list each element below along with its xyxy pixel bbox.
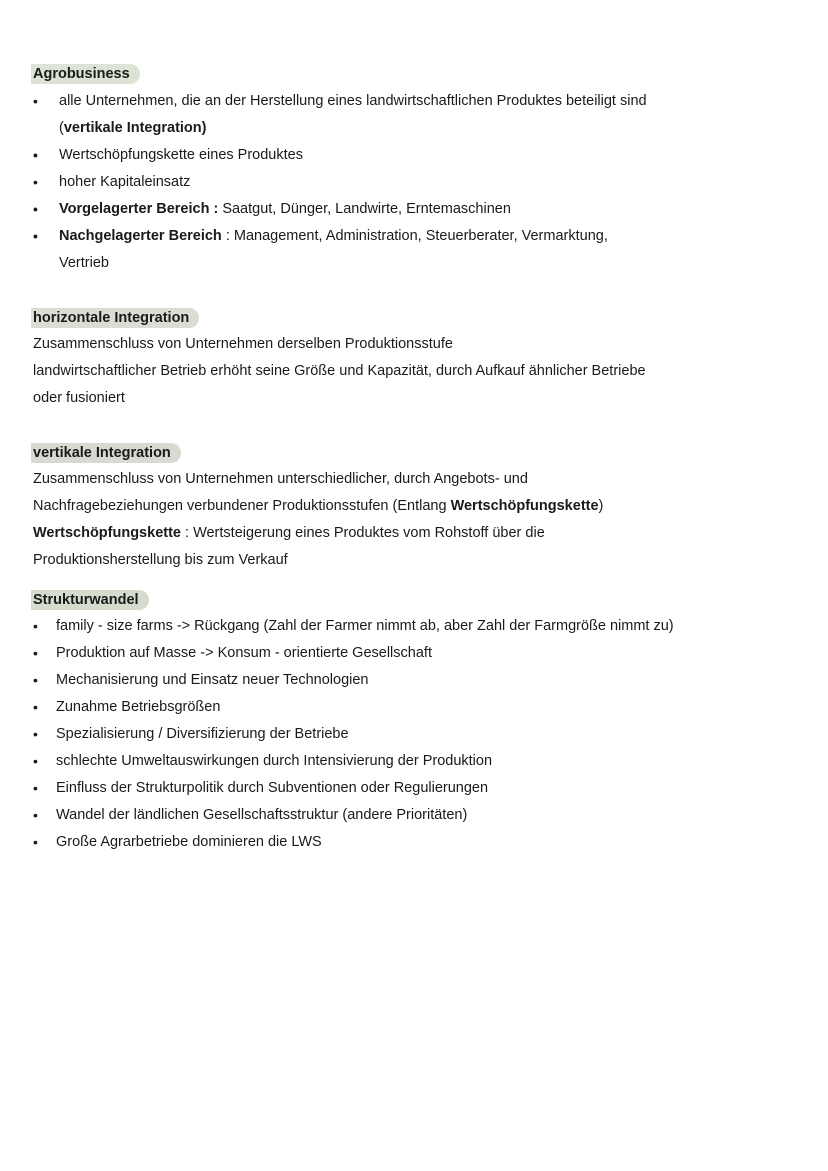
bullet: • — [33, 807, 38, 823]
bullet: • — [33, 201, 38, 217]
heading-horizontal-integration: horizontale Integration — [31, 308, 199, 328]
paragraph-line: Zusammenschluss von Unternehmen unterschiedlicher, durch Angebots- und — [33, 471, 528, 487]
bullet: • — [33, 699, 38, 715]
line-text: ) — [598, 498, 604, 514]
bullet: • — [33, 834, 38, 850]
list-item — [33, 667, 788, 694]
item-rest: : Management, Administration, Steuerberater, Vermarktung, — [221, 228, 608, 244]
paragraph-line — [33, 520, 788, 547]
list-item-text: Wandel der ländlichen Gesellschaftsstruktur (andere Prioritäten) — [56, 807, 468, 823]
bullet: • — [33, 147, 38, 163]
heading-vertical-integration: vertikale Integration — [31, 443, 181, 463]
section-strukturwandel — [33, 590, 788, 856]
list-item-text: hoher Kapitaleinsatz — [59, 174, 191, 190]
horizontal-text — [33, 331, 788, 412]
list-item — [33, 88, 788, 142]
section-vertical-integration — [33, 443, 788, 574]
list-item — [33, 640, 788, 667]
agrobusiness-list — [33, 88, 788, 277]
bullet: • — [33, 672, 38, 688]
list-item — [33, 142, 788, 169]
list-item-text: Spezialisierung / Diversifizierung der Betriebe — [56, 726, 349, 742]
list-item — [33, 613, 788, 640]
paragraph-line — [33, 493, 788, 520]
list-item — [33, 802, 788, 829]
list-item — [33, 775, 788, 802]
bullet: • — [33, 726, 38, 742]
list-item-continuation — [59, 115, 788, 142]
list-item-text — [59, 223, 788, 250]
paragraph-line: oder fusioniert — [33, 390, 125, 406]
list-item — [33, 169, 788, 196]
line-text: Nachfragebeziehungen verbundener Produktionsstufen (Entlang — [33, 498, 451, 514]
list-item-text: schlechte Umweltauswirkungen durch Intensivierung der Produktion — [56, 753, 493, 769]
list-item-text: Große Agrarbetriebe dominieren die LWS — [56, 834, 322, 850]
list-item-continuation: Vertrieb — [59, 255, 109, 271]
heading-agrobusiness: Agrobusiness — [31, 64, 140, 84]
list-item-text: Zunahme Betriebsgrößen — [56, 699, 221, 715]
list-item-text: alle Unternehmen, die an der Herstellung eines landwirtschaftlichen Produktes beteiligt sind — [59, 93, 647, 109]
bullet: • — [33, 174, 38, 190]
list-item-text: Produktion auf Masse -> Konsum - orientierte Gesellschaft — [56, 645, 432, 661]
paren-open: ( — [59, 120, 64, 136]
bullet: • — [33, 93, 38, 109]
list-item — [33, 196, 788, 223]
paragraph-line: landwirtschaftlicher Betrieb erhöht seine Größe und Kapazität, durch Aufkauf ähnlicher Betriebe — [33, 363, 646, 379]
bullet: • — [33, 780, 38, 796]
line-text: : Wertsteigerung eines Produktes vom Rohstoff über die — [180, 525, 545, 541]
item-rest: Saatgut, Dünger, Landwirte, Erntemaschinen — [218, 201, 511, 217]
list-item — [33, 223, 788, 277]
bold-term: Nachgelagerter Bereich — [59, 228, 222, 244]
section-agrobusiness — [33, 64, 788, 277]
bullet: • — [33, 753, 38, 769]
bold-term: Vorgelagerter Bereich : — [59, 201, 219, 217]
vertical-text — [33, 466, 788, 574]
list-item — [33, 748, 788, 775]
list-item — [33, 721, 788, 748]
heading-strukturwandel: Strukturwandel — [31, 590, 149, 610]
bold-term: vertikale Integration) — [63, 120, 207, 136]
bullet: • — [33, 228, 38, 244]
bullet: • — [33, 618, 38, 634]
bullet: • — [33, 645, 38, 661]
list-item — [33, 694, 788, 721]
list-item-text: family - size farms -> Rückgang (Zahl der Farmer nimmt ab, aber Zahl der Farmgröße nimmt zu) — [56, 618, 674, 634]
list-item-text: Wertschöpfungskette eines Produktes — [59, 147, 303, 163]
list-item-text: Mechanisierung und Einsatz neuer Technologien — [56, 672, 369, 688]
strukturwandel-list — [33, 613, 788, 856]
list-item — [33, 829, 788, 856]
bold-term: Wertschöpfungskette — [450, 498, 599, 514]
paragraph-line: Produktionsherstellung bis zum Verkauf — [33, 552, 288, 568]
section-horizontal-integration — [33, 308, 788, 412]
list-item-text: Einfluss der Strukturpolitik durch Subventionen oder Regulierungen — [56, 780, 489, 796]
paragraph-line: Zusammenschluss von Unternehmen derselben Produktionsstufe — [33, 336, 453, 352]
list-item-text — [59, 196, 788, 223]
bold-term: Wertschöpfungskette — [33, 525, 181, 541]
